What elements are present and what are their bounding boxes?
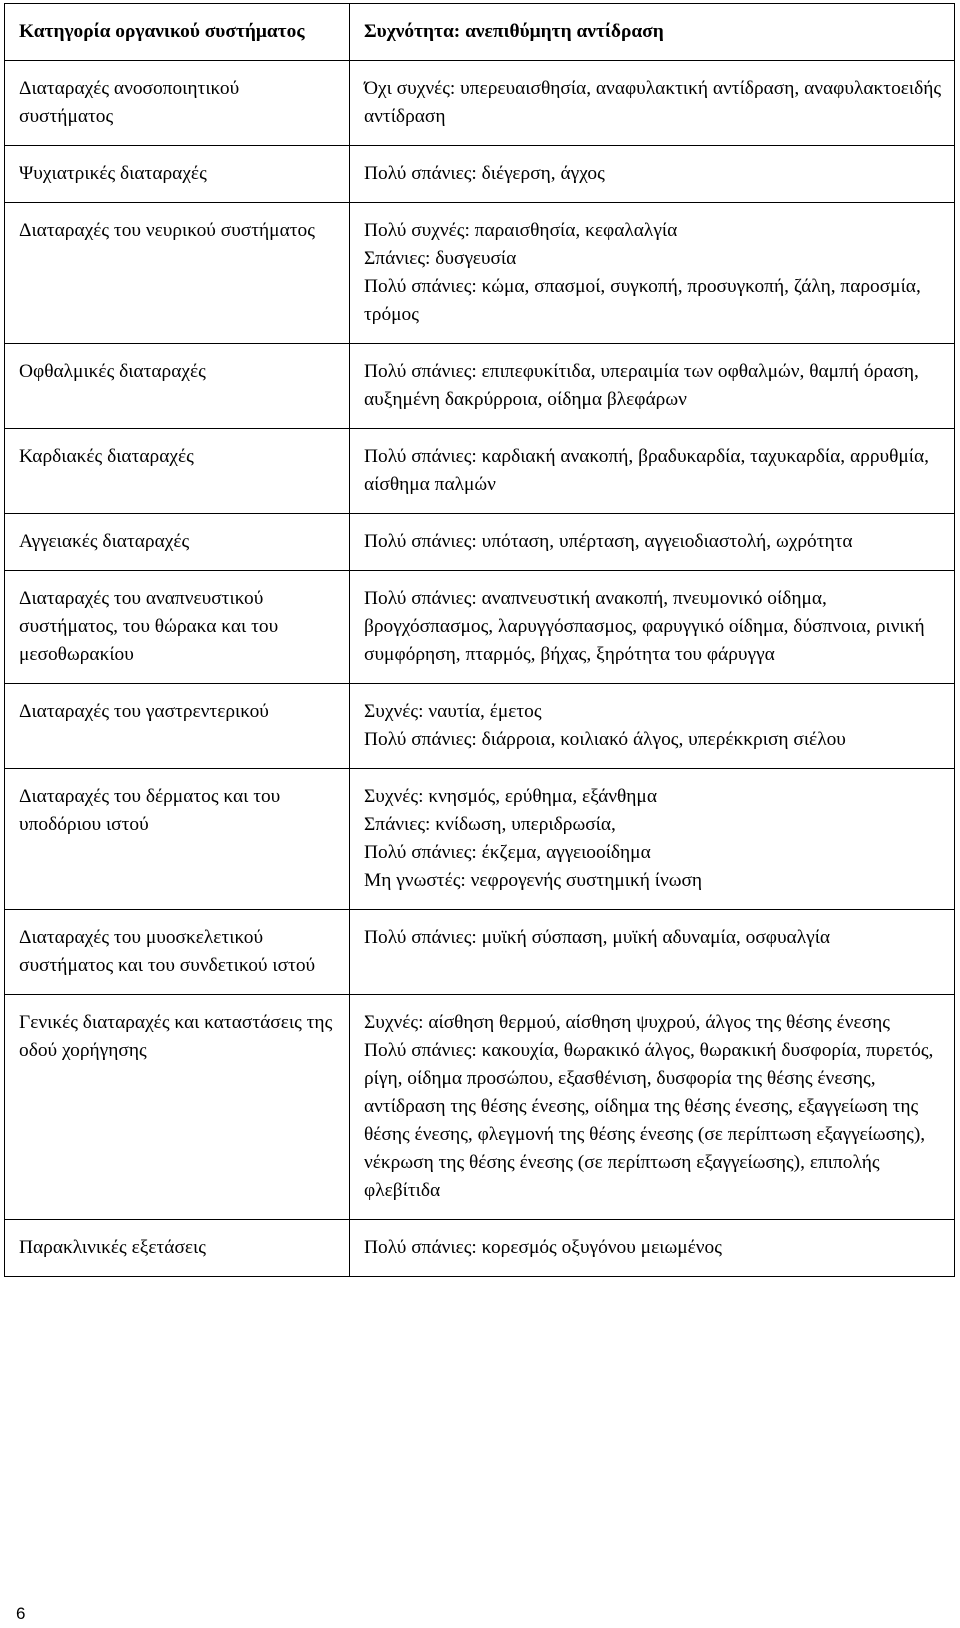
reactions-cell	[350, 684, 955, 769]
reaction-line: Πολύ σπάνιες: κακουχία, θωρακικό άλγος, θωρακική δυσφορία, πυρετός, ρίγη, οίδημα προσώπου, εξασθένιση, δυσφορία της θέσης ένεσης, αντίδραση της θέσης ένεσης, οίδημα της θέσης ένεσης, εξαγγείωση της θέσης ένεσης, φλεγμονή της θέσης ένεσης (σε περίπτωση εξαγγείωσης), νέκρωση της θέσης ένεσης (σε περίπτωση εξαγγείωσης), επιπολής φλεβίτιδα	[364, 1040, 934, 1201]
adverse-reactions-table	[4, 3, 955, 1277]
reaction-line: Συχνές: αίσθηση θερμού, αίσθηση ψυχρού, άλγος της θέσης ένεσης	[364, 1012, 890, 1033]
category-cell: Διαταραχές του γαστρεντερικού	[5, 684, 350, 769]
category-cell: Διαταραχές του μυοσκελετικού συστήματος και του συνδετικού ιστού	[5, 910, 350, 995]
table-row	[5, 61, 955, 146]
reaction-line: Πολύ σπάνιες: μυϊκή σύσπαση, μυϊκή αδυναμία, οσφυαλγία	[364, 927, 831, 948]
table-row	[5, 514, 955, 571]
category-cell: Καρδιακές διαταραχές	[5, 429, 350, 514]
category-cell: Ψυχιατρικές διαταραχές	[5, 146, 350, 203]
table-row	[5, 684, 955, 769]
table-row	[5, 1220, 955, 1277]
reactions-cell	[350, 203, 955, 344]
reactions-cell	[350, 1220, 955, 1277]
reaction-line: Πολύ σπάνιες: έκζεμα, αγγειοοίδημα	[364, 842, 651, 863]
table-row	[5, 146, 955, 203]
category-cell: Διαταραχές του δέρματος και του υποδόριου ιστού	[5, 769, 350, 910]
reaction-line: Συχνές: ναυτία, έμετος	[364, 701, 542, 722]
reaction-line: Πολύ σπάνιες: διέγερση, άγχος	[364, 163, 605, 184]
category-cell: Αγγειακές διαταραχές	[5, 514, 350, 571]
category-cell: Γενικές διαταραχές και καταστάσεις της οδού χορήγησης	[5, 995, 350, 1220]
table-row	[5, 203, 955, 344]
reaction-line: Πολύ σπάνιες: αναπνευστική ανακοπή, πνευμονικό οίδημα, βρογχόσπασμος, λαρυγγόσπασμος, φαρυγγικό οίδημα, δύσπνοια, ρινική συμφόρηση, πταρμός, βήχας, ξηρότητα του φάρυγγα	[364, 588, 925, 665]
reaction-line: Συχνές: κνησμός, ερύθημα, εξάνθημα	[364, 786, 657, 807]
reaction-line: Πολύ σπάνιες: επιπεφυκίτιδα, υπεραιμία των οφθαλμών, θαμπή όραση, αυξημένη δακρύρροια, οίδημα βλεφάρων	[364, 361, 919, 410]
reactions-cell	[350, 514, 955, 571]
category-cell: Διαταραχές του νευρικού συστήματος	[5, 203, 350, 344]
reaction-line: Πολύ σπάνιες: διάρροια, κοιλιακό άλγος, υπερέκκριση σιέλου	[364, 729, 846, 750]
reaction-line: Μη γνωστές: νεφρογενής συστημική ίνωση	[364, 870, 703, 891]
table-body	[5, 61, 955, 1277]
table-row	[5, 769, 955, 910]
reaction-line: Πολύ σπάνιες: υπόταση, υπέρταση, αγγειοδιαστολή, ωχρότητα	[364, 531, 853, 552]
reactions-cell	[350, 344, 955, 429]
reaction-line: Σπάνιες: δυσγευσία	[364, 248, 517, 269]
category-cell: Οφθαλμικές διαταραχές	[5, 344, 350, 429]
header-category: Κατηγορία οργανικού συστήματος	[5, 4, 350, 61]
table-row	[5, 995, 955, 1220]
category-cell: Διαταραχές του αναπνευστικού συστήματος, του θώρακα και του μεσοθωρακίου	[5, 571, 350, 684]
reaction-line: Πολύ σπάνιες: καρδιακή ανακοπή, βραδυκαρδία, ταχυκαρδία, αρρυθμία, αίσθημα παλμών	[364, 446, 930, 495]
reaction-line: Πολύ σπάνιες: κώμα, σπασμοί, συγκοπή, προσυγκοπή, ζάλη, παροσμία, τρόμος	[364, 276, 921, 325]
table-header-row	[5, 4, 955, 61]
reaction-line: Πολύ σπάνιες: κορεσμός οξυγόνου μειωμένος	[364, 1237, 722, 1258]
table-row	[5, 910, 955, 995]
category-cell: Διαταραχές ανοσοποιητικού συστήματος	[5, 61, 350, 146]
reactions-cell	[350, 769, 955, 910]
table-row	[5, 571, 955, 684]
table-row	[5, 429, 955, 514]
reactions-cell	[350, 995, 955, 1220]
header-frequency: Συχνότητα: ανεπιθύμητη αντίδραση	[350, 4, 955, 61]
page-number: 6	[16, 1604, 26, 1623]
reaction-line: Όχι συχνές: υπερευαισθησία, αναφυλακτική αντίδραση, αναφυλακτοειδής αντίδραση	[364, 78, 942, 127]
category-cell: Παρακλινικές εξετάσεις	[5, 1220, 350, 1277]
reaction-line: Σπάνιες: κνίδωση, υπεριδρωσία,	[364, 814, 616, 835]
reactions-cell	[350, 61, 955, 146]
reaction-line: Πολύ συχνές: παραισθησία, κεφαλαλγία	[364, 220, 678, 241]
reactions-cell	[350, 429, 955, 514]
reactions-cell	[350, 910, 955, 995]
table-row	[5, 344, 955, 429]
reactions-cell	[350, 146, 955, 203]
reactions-cell	[350, 571, 955, 684]
